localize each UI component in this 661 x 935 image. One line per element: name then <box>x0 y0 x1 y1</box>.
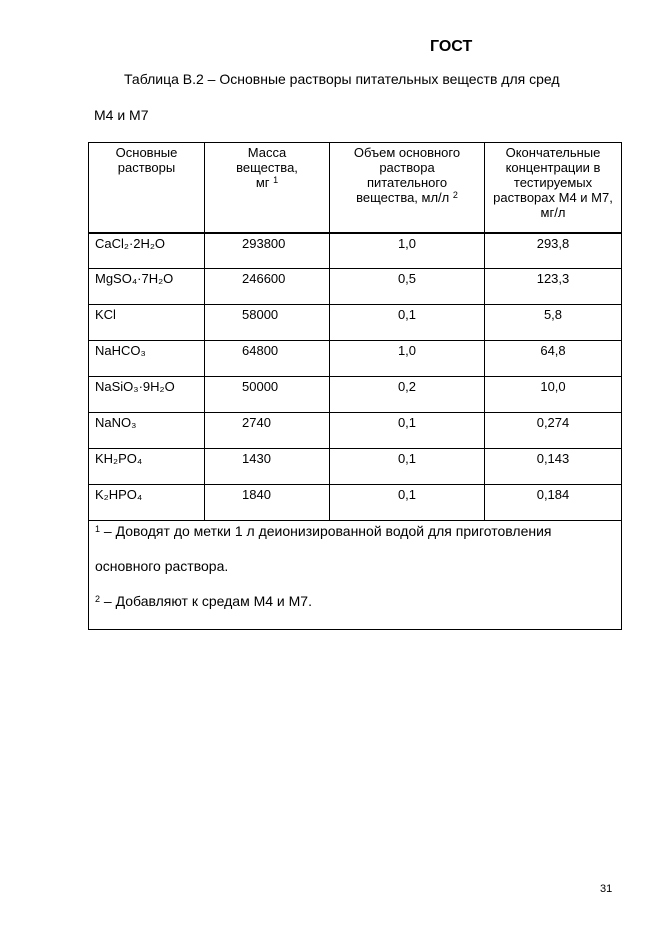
cell-concentration: 0,184 <box>485 485 622 521</box>
col-header-text: Масса вещества, мг <box>236 145 298 190</box>
document-header: ГОСТ <box>430 38 473 55</box>
table-row <box>89 485 622 521</box>
cell-solution-name: NaNO₃ <box>89 413 205 449</box>
cell-concentration: 0,274 <box>485 413 622 449</box>
table-row <box>89 305 622 341</box>
cell-concentration: 293,8 <box>485 233 622 269</box>
cell-concentration: 10,0 <box>485 377 622 413</box>
footnote-1-line2: основного раствора. <box>95 558 229 574</box>
cell-volume: 0,1 <box>330 413 485 449</box>
cell-volume: 1,0 <box>330 233 485 269</box>
cell-solution-name: KCl <box>89 305 205 341</box>
cell-concentration: 64,8 <box>485 341 622 377</box>
cell-mass: 293800 <box>205 233 330 269</box>
cell-solution-name: KH₂PO₄ <box>89 449 205 485</box>
footnote-marker-1: 1 <box>95 524 101 534</box>
cell-solution-name: NaSiO₃·9H₂O <box>89 377 205 413</box>
col-header-text: Окончательные концентрации в тестируемых растворах М4 и М7, мг/л <box>493 145 613 220</box>
footnote-1-text: – Доводят до метки 1 л деионизированной водой для приготовления <box>100 523 552 539</box>
cell-volume: 0,1 <box>330 485 485 521</box>
cell-volume: 1,0 <box>330 341 485 377</box>
table-row <box>89 377 622 413</box>
cell-mass: 64800 <box>205 341 330 377</box>
cell-mass: 2740 <box>205 413 330 449</box>
cell-concentration: 123,3 <box>485 269 622 305</box>
col-header-mass <box>205 143 330 233</box>
table-row <box>89 341 622 377</box>
nutrient-solutions-table <box>88 142 622 630</box>
footnote-2-text: – Добавляют к средам М4 и М7. <box>100 593 312 609</box>
cell-volume: 0,1 <box>330 305 485 341</box>
cell-volume: 0,5 <box>330 269 485 305</box>
cell-mass: 1430 <box>205 449 330 485</box>
footnote-ref-2: 2 <box>452 190 458 200</box>
cell-solution-name: MgSO₄·7H₂O <box>89 269 205 305</box>
cell-concentration: 5,8 <box>485 305 622 341</box>
cell-mass: 1840 <box>205 485 330 521</box>
table-footnotes-row <box>89 521 622 630</box>
cell-solution-name: K₂HPO₄ <box>89 485 205 521</box>
table-row <box>89 269 622 305</box>
col-header-concentration <box>485 143 622 233</box>
table-footnotes <box>89 521 622 630</box>
footnote-ref-1: 1 <box>273 175 279 185</box>
cell-volume: 0,1 <box>330 449 485 485</box>
table-caption-line2: М4 и М7 <box>94 107 149 123</box>
cell-concentration: 0,143 <box>485 449 622 485</box>
table-row <box>89 233 622 269</box>
table-row <box>89 449 622 485</box>
cell-mass: 246600 <box>205 269 330 305</box>
table-header-row <box>89 143 622 233</box>
col-header-text: Объем основного раствора питательного вещества, мл/л <box>353 145 461 205</box>
cell-solution-name: NaHCO₃ <box>89 341 205 377</box>
col-header-solutions <box>89 143 205 233</box>
footnote-2 <box>95 592 615 610</box>
footnote-marker-2: 2 <box>95 594 101 604</box>
footnote-1-line1 <box>95 522 615 540</box>
cell-mass: 50000 <box>205 377 330 413</box>
cell-volume: 0,2 <box>330 377 485 413</box>
cell-mass: 58000 <box>205 305 330 341</box>
page-number: 31 <box>600 883 613 895</box>
table-row <box>89 413 622 449</box>
col-header-text: Основные растворы <box>115 145 178 175</box>
table-caption-line1: Таблица В.2 – Основные растворы питательных веществ для сред <box>124 71 560 87</box>
col-header-volume <box>330 143 485 233</box>
cell-solution-name: CaCl₂·2H₂O <box>89 233 205 269</box>
